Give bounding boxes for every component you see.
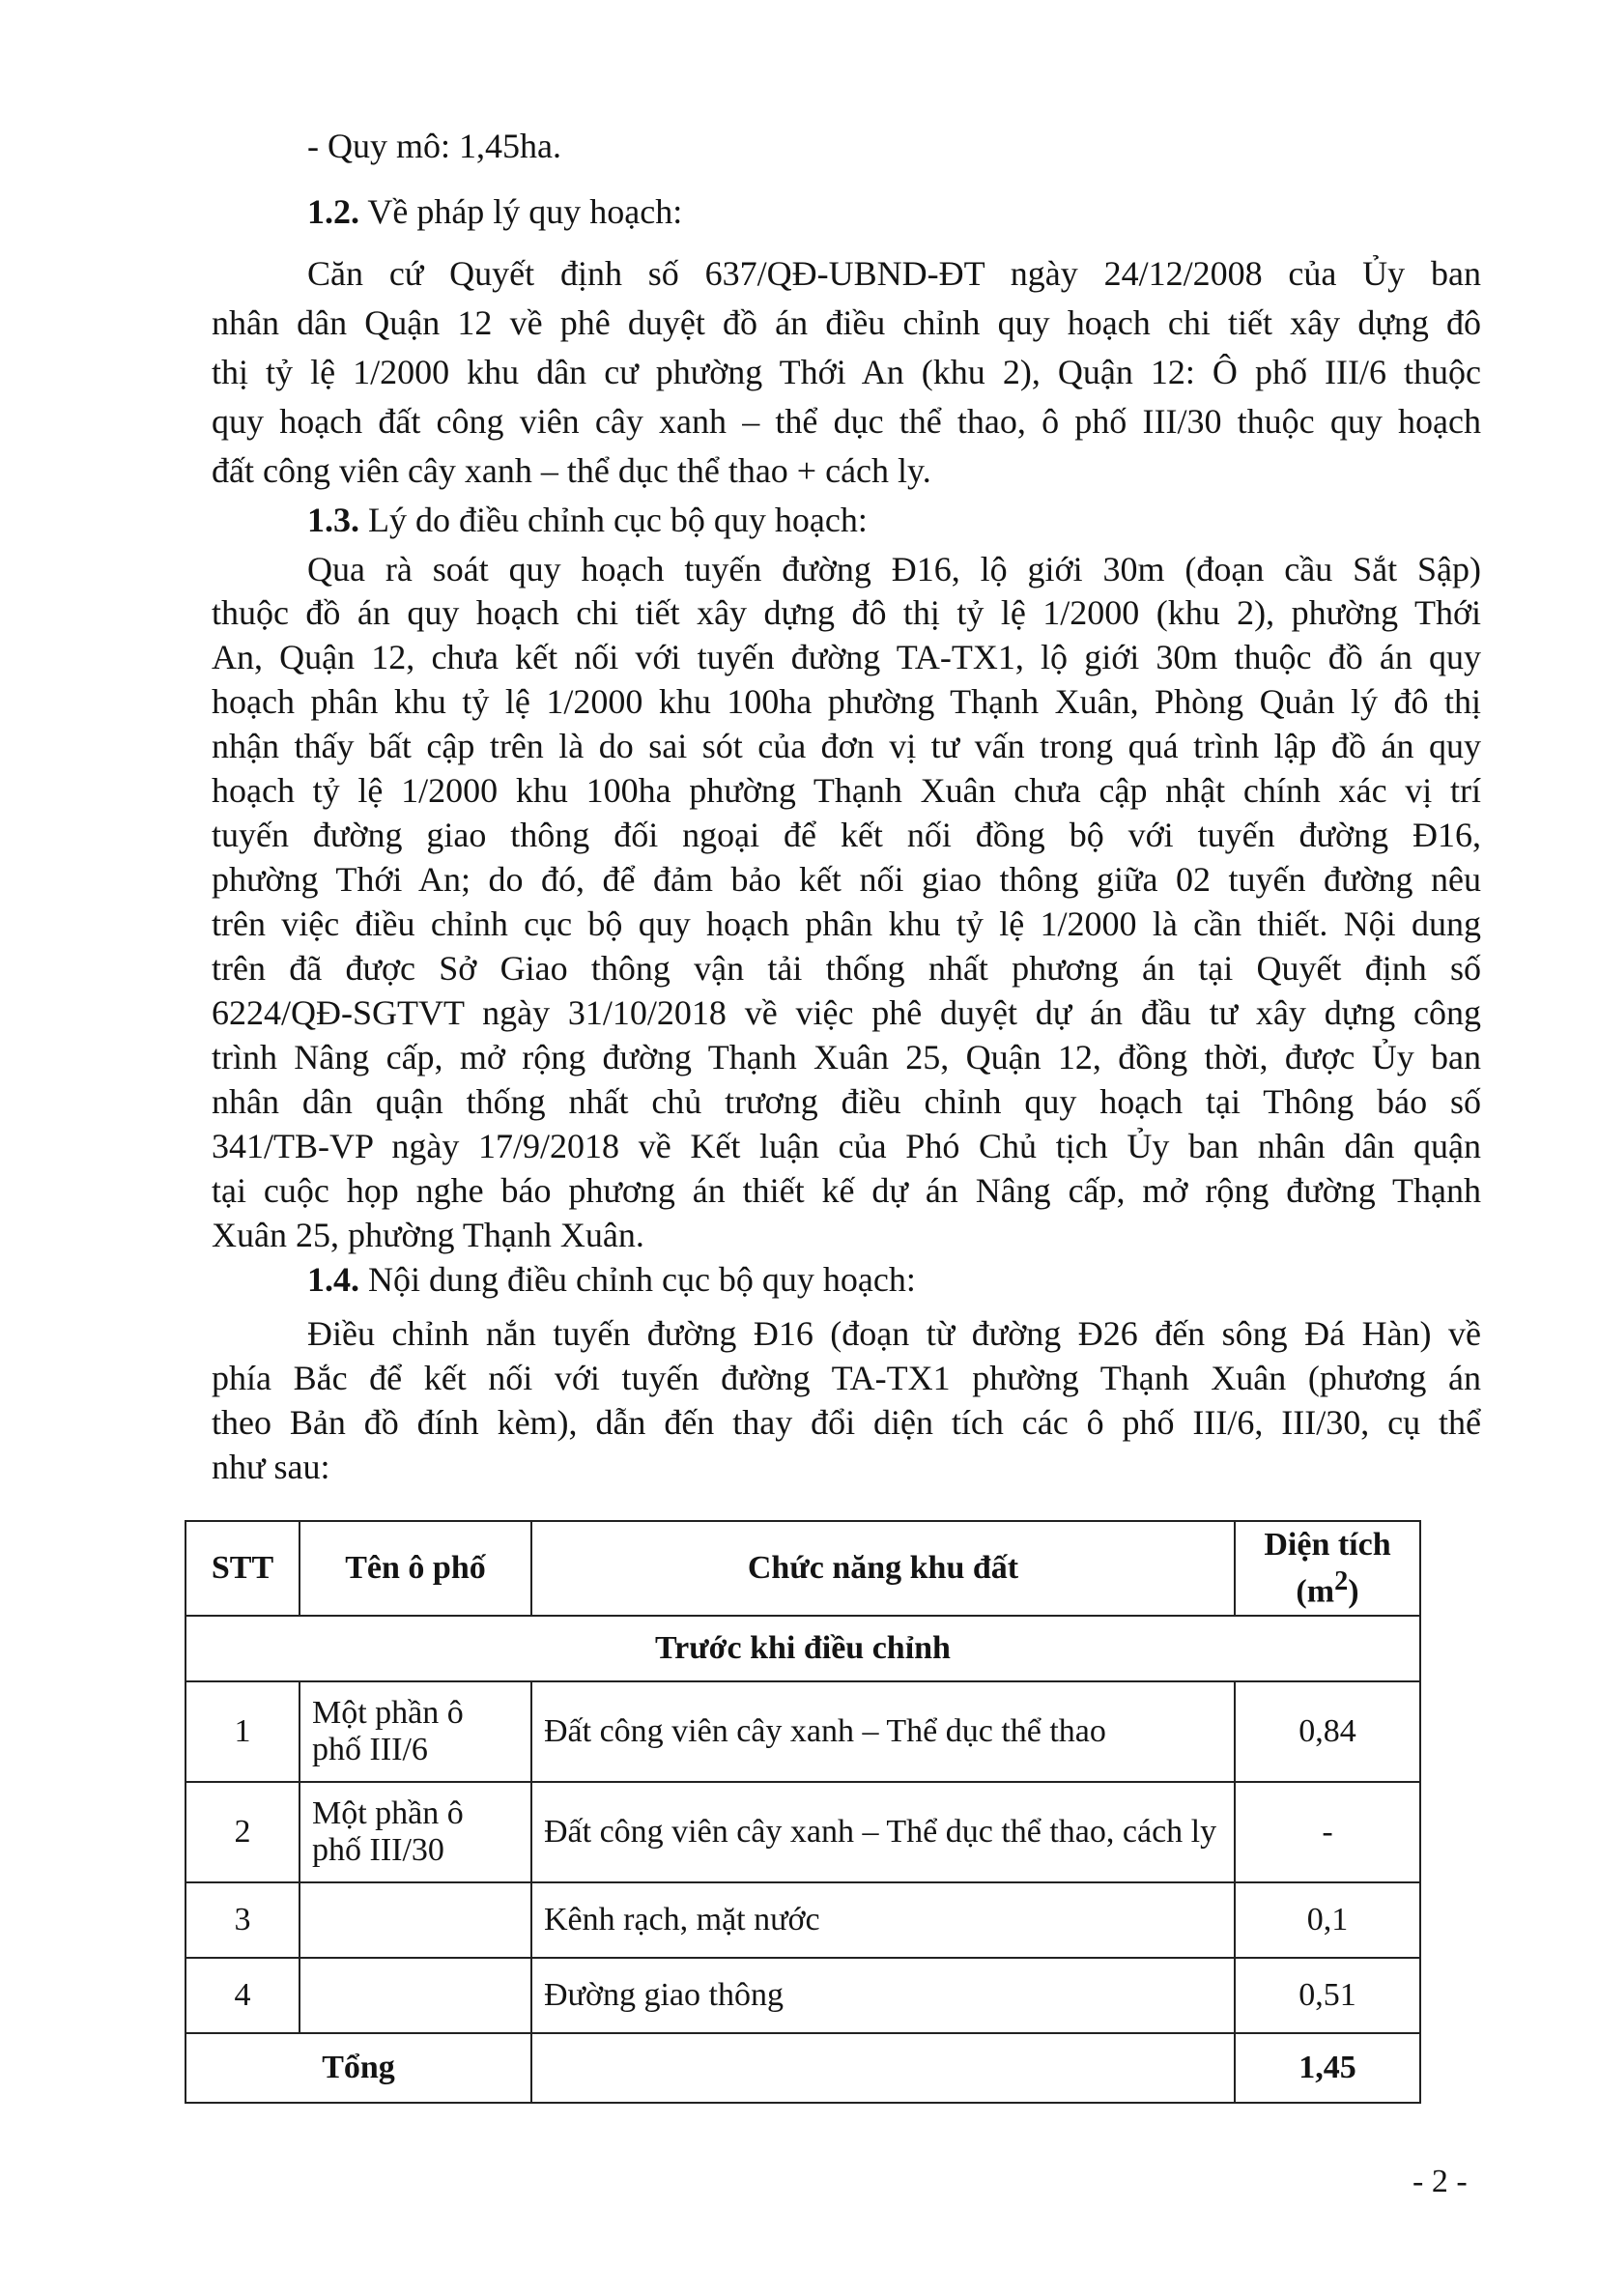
cell-block-name: Một phần ô phố III/30 xyxy=(300,1782,531,1882)
paragraph-line: như sau: xyxy=(212,1448,330,1486)
cell-stt: 2 xyxy=(185,1782,300,1882)
section-1-2-heading xyxy=(307,189,1481,234)
cell-block-name xyxy=(300,1882,531,1958)
paragraph-line: trên đã được Sở Giao thông vận tải thống nhất phương án tại Quyết định số xyxy=(212,949,1481,988)
paragraph-line: hoạch phân khu tỷ lệ 1/2000 khu 100ha phường Thạnh Xuân, Phòng Quản lý đô thị xyxy=(212,682,1481,721)
paragraph-line: theo Bản đồ đính kèm), dẫn đến thay đổi diện tích các ô phố III/6, III/30, cụ thể xyxy=(212,1403,1481,1442)
paragraph-line: nhân dân quận thống nhất chủ trương điều chỉnh quy hoạch tại Thông báo số xyxy=(212,1082,1481,1121)
table-row xyxy=(185,1882,1420,1958)
paragraph-line: tại cuộc họp nghe báo phương án thiết kế dự án Nâng cấp, mở rộng đường Thạnh xyxy=(212,1171,1481,1210)
paragraph-line: 341/TB-VP ngày 17/9/2018 về Kết luận của Phó Chủ tịch Ủy ban nhân dân quận xyxy=(212,1127,1481,1165)
paragraph-line: phía Bắc để kết nối với tuyến đường TA-TX1 phường Thạnh Xuân (phương án xyxy=(212,1359,1481,1397)
cell-block-name: Một phần ô phố III/6 xyxy=(300,1681,531,1782)
cell-land-function: Đất công viên cây xanh – Thể dục thể thao xyxy=(531,1681,1235,1782)
total-label: Tổng xyxy=(185,2033,531,2103)
header-area-unit-sup: 2 xyxy=(1334,1565,1349,1596)
cell-stt: 3 xyxy=(185,1882,300,1958)
section-title: Về pháp lý quy hoạch: xyxy=(359,192,683,231)
section-1-4-heading xyxy=(307,1257,1481,1302)
section-1-3-heading xyxy=(307,498,1481,542)
paragraph-line: thuộc đồ án quy hoạch chi tiết xây dựng đô thị tỷ lệ 1/2000 (khu 2), phường Thới xyxy=(212,593,1481,632)
paragraph-line: An, Quận 12, chưa kết nối với tuyến đường TA-TX1, lộ giới 30m thuộc đồ án quy xyxy=(212,638,1481,676)
paragraph-line: Căn cứ Quyết định số 637/QĐ-UBND-ĐT ngày 24/12/2008 của Ủy ban xyxy=(307,254,1481,293)
header-area-unit-close: ) xyxy=(1348,1573,1359,1610)
cell-block-name xyxy=(300,1958,531,2033)
table-group-row xyxy=(185,1616,1420,1681)
cell-area: 0,84 xyxy=(1235,1681,1420,1782)
cell-stt: 4 xyxy=(185,1958,300,2033)
paragraph-line: nhân dân Quận 12 về phê duyệt đồ án điều chỉnh quy hoạch chi tiết xây dựng đô xyxy=(212,303,1481,342)
paragraph-line: quy hoạch đất công viên cây xanh – thể dục thể thao, ô phố III/30 thuộc quy hoạch xyxy=(212,402,1481,441)
paragraph-line: trình Nâng cấp, mở rộng đường Thạnh Xuân 25, Quận 12, đồng thời, được Ủy ban xyxy=(212,1038,1481,1076)
paragraph-line: Qua rà soát quy hoạch tuyến đường Đ16, lộ giới 30m (đoạn cầu Sắt Sập) xyxy=(307,550,1481,588)
paragraph-line: phường Thới An; do đó, để đảm bảo kết nối giao thông giữa 02 tuyến đường nêu xyxy=(212,860,1481,899)
header-land-function: Chức năng khu đất xyxy=(531,1521,1235,1616)
header-area-unit: (m xyxy=(1296,1573,1335,1610)
paragraph-line: nhận thấy bất cập trên là do sai sót của đơn vị tư vấn trong quá trình lập đồ án quy xyxy=(212,727,1481,765)
section-number: 1.2. xyxy=(307,192,359,231)
section-number: 1.4. xyxy=(307,1260,359,1299)
section-number: 1.3. xyxy=(307,501,359,539)
paragraph-line: đất công viên cây xanh – thể dục thể thao + cách ly. xyxy=(212,451,931,490)
paragraph-line: Xuân 25, phường Thạnh Xuân. xyxy=(212,1216,644,1254)
cell-land-function: Kênh rạch, mặt nước xyxy=(531,1882,1235,1958)
total-value: 1,45 xyxy=(1235,2033,1420,2103)
cell-area: - xyxy=(1235,1782,1420,1882)
page-number: - 2 - xyxy=(1413,2164,1468,2199)
paragraph-line: hoạch tỷ lệ 1/2000 khu 100ha phường Thạnh Xuân chưa cập nhật chính xác vị trí xyxy=(212,771,1481,810)
paragraph-line: Điều chỉnh nắn tuyến đường Đ16 (đoạn từ đường Đ26 đến sông Đá Hàn) về xyxy=(307,1314,1481,1353)
header-block-name: Tên ô phố xyxy=(300,1521,531,1616)
table-total-row xyxy=(185,2033,1420,2103)
header-stt: STT xyxy=(185,1521,300,1616)
cell-stt: 1 xyxy=(185,1681,300,1782)
total-empty-cell xyxy=(531,2033,1235,2103)
cell-area: 0,51 xyxy=(1235,1958,1420,2033)
paragraph-line: tuyến đường giao thông đối ngoại để kết nối đồng bộ với tuyến đường Đ16, xyxy=(212,816,1481,854)
paragraph-line: 6224/QĐ-SGTVT ngày 31/10/2018 về việc phê duyệt dự án đầu tư xây dựng công xyxy=(212,993,1481,1032)
table-row xyxy=(185,1958,1420,2033)
header-area-label: Diện tích xyxy=(1264,1526,1391,1563)
cell-land-function: Đất công viên cây xanh – Thể dục thể thao, cách ly xyxy=(531,1782,1235,1882)
land-area-table xyxy=(185,1520,1421,2104)
cell-land-function: Đường giao thông xyxy=(531,1958,1235,2033)
scale-line: - Quy mô: 1,45ha. xyxy=(307,127,561,165)
header-area xyxy=(1235,1521,1420,1616)
section-title: Nội dung điều chỉnh cục bộ quy hoạch: xyxy=(359,1260,916,1299)
paragraph-line: thị tỷ lệ 1/2000 khu dân cư phường Thới An (khu 2), Quận 12: Ô phố III/6 thuộc xyxy=(212,353,1481,391)
section-title: Lý do điều chỉnh cục bộ quy hoạch: xyxy=(359,501,868,539)
paragraph-line: trên việc điều chỉnh cục bộ quy hoạch phân khu tỷ lệ 1/2000 là cần thiết. Nội dung xyxy=(212,904,1481,943)
table-row xyxy=(185,1681,1420,1782)
group-label: Trước khi điều chỉnh xyxy=(185,1616,1420,1681)
cell-area: 0,1 xyxy=(1235,1882,1420,1958)
table-row xyxy=(185,1782,1420,1882)
table-header-row xyxy=(185,1521,1420,1616)
